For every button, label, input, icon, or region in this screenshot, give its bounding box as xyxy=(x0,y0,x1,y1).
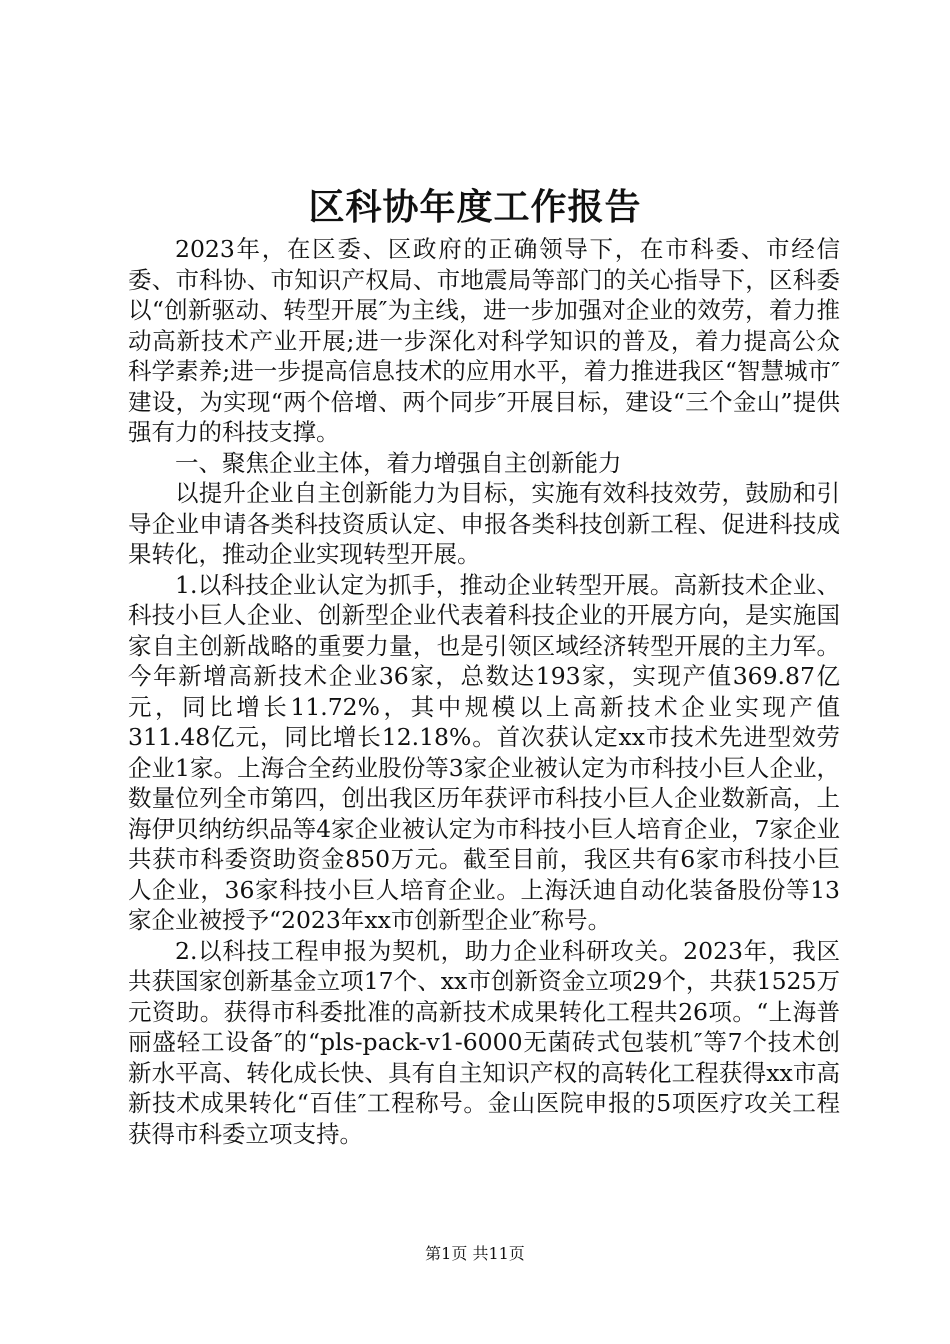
item-2-paragraph: 2.以科技工程申报为契机，助力企业科研攻关。2023年，我区共获国家创新基金立项17个、xx市创新资金立项29个，共获1525万元资助。获得市科委批准的高新技术成果转化工程共26项。“上海普丽盛轻工设备″的“pls-pack-v1-6000无菌砖式包装机″等7个技术创新水平高、转化成长快、具有自主知识产权的高转化工程获得xx市高新技术成果转化“百佳″工程称号。金山医院申报的5项医疗攻关工程获得市科委立项支持。 xyxy=(128,936,840,1148)
intro-paragraph: 2023年，在区委、区政府的正确领导下，在市科委、市经信委、市科协、市知识产权局、市地震局等部门的关心指导下，区科委以“创新驱动、转型开展″为主线，进一步加强对企业的效劳，着力推动高新技术产业开展;进一步深化对科学知识的普及，着力提高公众科学素养;进一步提高信息技术的应用水平，着力推进我区“智慧城市″建设，为实现“两个倍增、两个同步″开展目标，建设“三个金山”提供强有力的科技支撑。 xyxy=(128,235,840,446)
section-heading: 一、聚焦企业主体，着力增强自主创新能力 xyxy=(175,448,622,477)
section-intro-paragraph: 以提升企业自主创新能力为目标，实施有效科技效劳，鼓励和引导企业申请各类科技资质认定、申报各类科技创新工程、促进科技成果转化，推动企业实现转型开展。 xyxy=(128,479,840,568)
page-number-footer: 第1页 共11页 xyxy=(425,1244,525,1263)
item-1-paragraph: 1.以科技企业认定为抓手，推动企业转型开展。高新技术企业、科技小巨人企业、创新型企业代表着科技企业的开展方向，是实施国家自主创新战略的重要力量，也是引领区域经济转型开展的主力军。今年新增高新技术企业36家，总数达193家，实现产值369.87亿元，同比增长11.72%，其中规模以上高新技术企业实现产值311.48亿元，同比增长12.18%。首次获认定xx市技术先进型效劳企业1家。上海合全药业股份等3家企业被认定为市科技小巨人企业，数量位列全市第四，创出我区历年获评市科技小巨人企业数新高，上海伊贝纳纺织品等4家企业被认定为市科技小巨人培育企业，7家企业共获市科委资助资金850万元。截至目前，我区共有6家市科技小巨人企业，36家科技小巨人培育企业。上海沃迪自动化装备股份等13家企业被授予“2023年xx市创新型企业″称号。 xyxy=(128,570,840,934)
document-title: 区科协年度工作报告 xyxy=(308,186,642,228)
document-body xyxy=(128,234,840,1149)
